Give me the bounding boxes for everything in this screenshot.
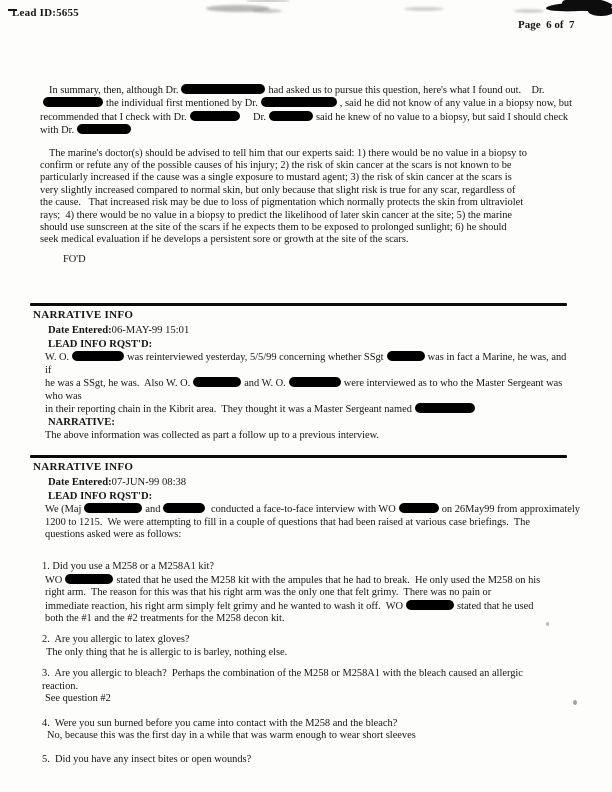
text-line: should use sunscreen at the site of the scars if he expects them to be exposed to prolonged sunlight; 6) he should <box>40 222 507 234</box>
field-line <box>48 476 588 490</box>
text-line: with Dr. <box>40 124 588 137</box>
paragraph <box>42 634 588 646</box>
paragraph <box>45 430 588 442</box>
paragraph <box>42 754 588 766</box>
text-line: the individual first mentioned by Dr. , said he did not know of any value in a biopsy now, but <box>40 97 588 110</box>
text-line: the cause. That increased risk may be due to loss of pigmentation which normally protects the skin from ultraviolet <box>40 197 524 209</box>
text-line: The above information was collected as part a follow up to a previous interview. <box>45 429 380 441</box>
text-line: 4. Were you sun burned before you came into contact with the M258 and the bleach? <box>42 717 398 729</box>
text-line: In summary, then, although Dr. had asked us to pursue this question, here's what I found out. Dr. <box>49 85 545 96</box>
paragraph <box>40 148 588 247</box>
redaction-bar <box>77 124 131 134</box>
text-line: he was a SSgt, he was. Also W. O. and W. O. were interviewed as to who the Master Sergeant was <box>45 378 563 390</box>
noise-speck <box>404 7 444 11</box>
text-line: questions asked were as follows: <box>45 529 182 541</box>
redaction-bar <box>415 403 475 413</box>
scan-smudge <box>588 6 612 16</box>
redaction-bar <box>72 351 124 361</box>
redaction-bar <box>181 84 265 94</box>
redaction-bar <box>163 503 205 513</box>
text-line: right arm. The reason for this was that his right arm was the only one that felt grimy. There was no pain or <box>45 587 492 599</box>
field-line <box>48 324 588 338</box>
text-line: 5. Did you have any insect bites or open wounds? <box>42 754 252 766</box>
text-line: 1200 to 1215. We were attempting to fill in a couple of questions that had been raised at various case briefings. The <box>45 516 530 528</box>
document-body <box>33 80 588 767</box>
redaction-bar <box>387 351 425 361</box>
field-line <box>48 416 588 430</box>
paragraph <box>45 503 588 541</box>
text-line: immediate reaction, his right arm simply felt grimy and he wanted to wash it off. WO stated that he used <box>45 600 534 612</box>
redaction-bar <box>269 111 313 121</box>
redaction-bar <box>193 377 241 387</box>
paragraph <box>45 574 588 626</box>
text-line: No, because this was the first day in a while that was warm enough to wear short sleeves <box>47 729 416 741</box>
text-line: 1. Did you use a M258 or a M258A1 kit? <box>42 561 215 573</box>
text-line: 3. Are you allergic to bleach? Perhaps the combination of the M258 or M258A1 with the bleach caused an allergic <box>42 668 523 680</box>
page-number-label: Page 6 of 7 <box>518 19 575 31</box>
field-label: Date Entered: <box>48 477 112 489</box>
text-line: We (Maj and conducted a face-to-face interview with WO on 26May99 from approximately <box>45 504 580 516</box>
text-line: The marine's doctor(s) should be advised to tell him that our experts said: 1) there would be no value in a biopsy to <box>49 147 527 159</box>
text-line: reaction. <box>42 680 79 692</box>
noise-speck <box>246 0 290 2</box>
paragraph <box>42 668 588 693</box>
redaction-bar <box>43 97 103 107</box>
text-line: in their reporting chain in the Kibrit area. They thought it was a Master Sergeant named <box>45 403 588 416</box>
text-line: both the #1 and the #2 treatments for the M258 decon kit. <box>45 613 285 625</box>
text-line: The only thing that he is allergic to is barley, nothing else. <box>46 646 288 658</box>
section-title: NARRATIVE INFO <box>33 461 134 474</box>
text-line: particularly increased if the cause was a single exposure to mustard agent; 3) the risk of skin cancer at the scars is <box>40 172 512 184</box>
section-divider <box>30 303 567 306</box>
field-line <box>48 490 588 504</box>
field-label: LEAD INFO RQST'D: <box>48 338 153 350</box>
paragraph <box>40 84 588 138</box>
section-divider <box>30 455 567 458</box>
text-line: recommended that I check with Dr. Dr. said he knew of no value to a biopsy, but said I should check <box>40 111 569 123</box>
paragraph <box>42 718 588 730</box>
redaction-bar <box>406 600 454 610</box>
text-line: confirm or refute any of the possible causes of his injury; 2) the risk of skin cancer at the scars is not known to be <box>40 160 512 172</box>
text-line: See question #2 <box>45 693 111 705</box>
noise-speck <box>514 9 544 13</box>
text-line: 2. Are you allergic to latex gloves? <box>42 634 190 646</box>
text-line: W. O. was reinterviewed yesterday, 5/5/99 concerning whether SSgt was in fact a Marine, he was, and <box>45 352 567 364</box>
field-value: 06-MAY-99 15:01 <box>111 325 190 337</box>
paragraph <box>45 351 588 416</box>
field-value: 07-JUN-99 08:38 <box>111 477 187 489</box>
noise-speck <box>252 9 282 13</box>
redaction-bar <box>65 574 113 584</box>
redaction-bar <box>261 97 337 107</box>
redaction-bar <box>399 503 439 513</box>
lead-id-label: Lead ID:5655 <box>12 7 79 19</box>
paragraph <box>47 730 588 742</box>
redaction-bar <box>190 111 240 121</box>
redaction-bar <box>84 503 142 513</box>
text-line: FO'D <box>63 253 86 265</box>
text-line: if <box>45 364 52 376</box>
paragraph <box>42 561 588 573</box>
text-line: seek medical evaluation if he develops a persistent sore or growth at the site of the scars. <box>40 234 409 246</box>
section-title: NARRATIVE INFO <box>33 309 134 322</box>
text-line: WO stated that he used the M258 kit with the ampules that he had to break. He only used the M258 on his <box>45 574 541 586</box>
field-label: NARRATIVE: <box>48 417 115 429</box>
paragraph <box>63 254 588 266</box>
paragraph <box>45 693 588 705</box>
field-label: Date Entered: <box>48 325 112 337</box>
field-line <box>48 338 588 352</box>
redaction-bar <box>289 377 341 387</box>
text-line: rays; 4) there would be no value in a biopsy to predict the likelihood of later skin cancer at the site; 5) the marine <box>40 209 513 221</box>
text-line: who was <box>45 390 82 402</box>
paragraph <box>46 647 588 659</box>
field-label: LEAD INFO RQST'D: <box>48 490 153 502</box>
text-line: very slightly increased compared to normal skin, but only because that slight risk is true for any scar, regardless of <box>40 184 516 196</box>
